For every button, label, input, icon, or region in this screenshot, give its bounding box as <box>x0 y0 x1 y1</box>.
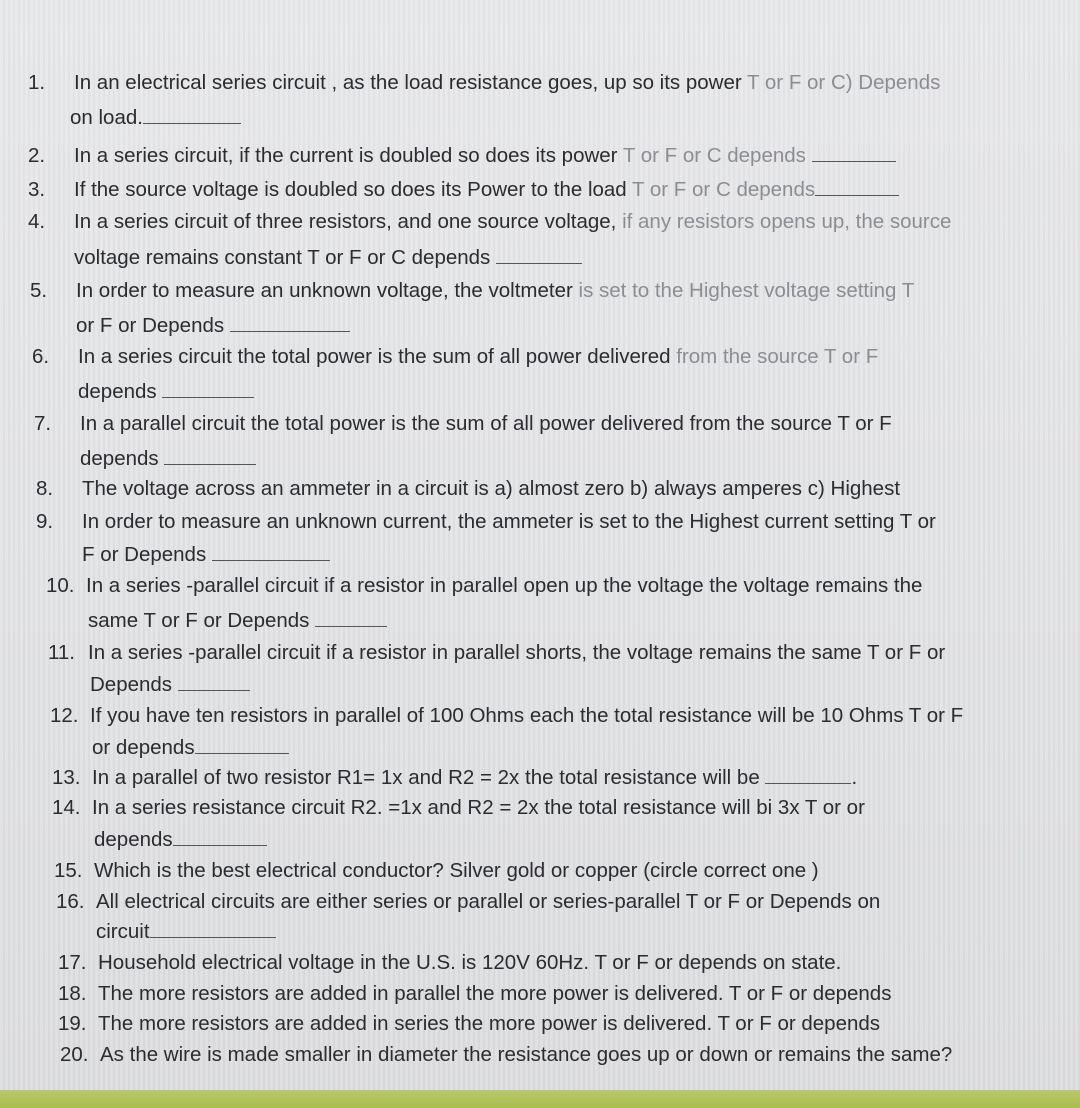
question-text: As the wire is made smaller in diameter the resistance goes up or down or remains the same? <box>100 1043 953 1066</box>
question-text: In a series resistance circuit R2. =1x and R2 = 2x the total resistance will bi 3x T or or <box>92 796 865 819</box>
question-options: T or F or C depends <box>622 144 806 167</box>
question-18 <box>58 977 891 1010</box>
question-text: In a series circuit, if the current is doubled so does its power <box>74 144 623 167</box>
answer-blank[interactable] <box>150 919 276 938</box>
question-number: 18. <box>58 982 87 1005</box>
question-text: In a parallel of two resistor R1= 1x and R2 = 2x the total resistance will be <box>92 766 766 789</box>
question-number: 1. <box>28 71 46 94</box>
question-6-continued <box>78 375 254 408</box>
question-text: In order to measure an unknown voltage, the voltmeter <box>76 279 579 302</box>
question-text: The more resistors are added in series the more power is delivered. T or F or depends <box>98 1012 881 1035</box>
question-19 <box>58 1007 880 1040</box>
question-7-continued <box>80 442 256 475</box>
question-number: 3. <box>28 178 46 201</box>
question-text: or depends <box>92 736 195 759</box>
question-number: 19. <box>58 1012 87 1035</box>
bottom-edge-strip <box>0 1090 1080 1108</box>
question-number: 8. <box>36 477 54 500</box>
question-13 <box>52 761 857 794</box>
question-number: 16. <box>56 890 85 913</box>
question-10 <box>46 569 922 602</box>
answer-blank[interactable] <box>173 827 267 846</box>
question-text: In a series circuit the total power is the sum of all power delivered <box>78 345 677 368</box>
question-text: depends <box>94 828 173 851</box>
question-number: 14. <box>52 796 81 819</box>
answer-blank[interactable] <box>162 379 254 398</box>
question-text: same T or F or Depends <box>88 609 310 632</box>
question-text: In an electrical series circuit , as the load resistance goes, up so its power <box>74 71 748 94</box>
question-4 <box>28 205 951 238</box>
question-16-continued <box>96 915 276 948</box>
question-1 <box>28 66 940 99</box>
question-text: Which is the best electrical conductor? Silver gold or copper (circle correct one ) <box>94 859 819 882</box>
answer-blank[interactable] <box>315 608 387 627</box>
question-text: In a series -parallel circuit if a resistor in parallel shorts, the voltage remains the same T or F or <box>88 641 946 664</box>
question-20 <box>60 1038 952 1071</box>
question-12-continued <box>92 731 289 764</box>
question-options: T or F or C depends <box>632 178 816 201</box>
question-text: Household electrical voltage in the U.S. is 120V 60Hz. T or F or depends on state. <box>98 951 842 974</box>
question-number: 5. <box>30 279 48 302</box>
answer-blank[interactable] <box>765 765 851 784</box>
question-text: depends <box>80 447 159 470</box>
question-number: 20. <box>60 1043 89 1066</box>
question-text: or F or Depends <box>76 314 225 337</box>
question-8 <box>36 472 900 505</box>
question-3 <box>28 173 899 206</box>
answer-blank[interactable] <box>178 672 250 691</box>
question-text: If you have ten resistors in parallel of 100 Ohms each the total resistance will be 10 Ohms T or F <box>90 704 964 727</box>
question-options: from the source T or F <box>676 345 879 368</box>
question-14-continued <box>94 823 267 856</box>
answer-blank[interactable] <box>143 105 241 124</box>
question-text: In a series -parallel circuit if a resistor in parallel open up the voltage the voltage remains the <box>86 574 923 597</box>
question-text: voltage remains constant T or F or C depends <box>74 246 491 269</box>
question-5 <box>30 274 914 307</box>
answer-blank[interactable] <box>815 177 899 196</box>
question-14 <box>52 791 865 824</box>
question-9 <box>36 505 936 538</box>
question-text: In a series circuit of three resistors, and one source voltage, <box>74 210 623 233</box>
answer-blank[interactable] <box>164 446 256 465</box>
answer-blank[interactable] <box>195 735 289 754</box>
question-1-continued <box>70 101 241 134</box>
question-text: circuit <box>96 920 150 943</box>
answer-blank[interactable] <box>212 542 330 561</box>
question-9-continued <box>82 538 330 571</box>
question-number: 13. <box>52 766 81 789</box>
question-text: If the source voltage is doubled so does its Power to the load <box>74 178 633 201</box>
question-12 <box>50 699 963 732</box>
question-17 <box>58 946 841 979</box>
question-options: T or F or C) Depends <box>747 71 941 94</box>
answer-blank[interactable] <box>812 143 896 162</box>
question-number: 10. <box>46 574 75 597</box>
question-text: The voltage across an ammeter in a circuit is a) almost zero b) always amperes c) Highest <box>82 477 901 500</box>
question-text: on load. <box>70 106 143 129</box>
question-number: 7. <box>34 412 52 435</box>
question-text: The more resistors are added in parallel the more power is delivered. T or F or depends <box>98 982 892 1005</box>
question-text: In order to measure an unknown current, the ammeter is set to the Highest current setting T or <box>82 510 936 533</box>
question-number: 15. <box>54 859 83 882</box>
question-number: 12. <box>50 704 79 727</box>
question-7 <box>34 407 892 440</box>
question-5-continued <box>76 309 350 342</box>
question-text: Depends <box>90 673 173 696</box>
question-text: All electrical circuits are either series or parallel or series-parallel T or F or Depends on <box>96 890 881 913</box>
question-text: F or Depends <box>82 543 207 566</box>
question-15 <box>54 854 819 887</box>
question-number: 11. <box>48 641 75 664</box>
question-4-continued <box>74 241 582 274</box>
answer-blank[interactable] <box>496 245 582 264</box>
question-options: if any resistors opens up, the source <box>622 210 952 233</box>
question-2 <box>28 139 896 172</box>
question-11 <box>48 636 945 669</box>
question-10-continued <box>88 604 387 637</box>
question-6 <box>32 340 878 373</box>
question-options: is set to the Highest voltage setting T <box>578 279 915 302</box>
answer-blank[interactable] <box>230 313 350 332</box>
question-text: depends <box>78 380 157 403</box>
question-number: 9. <box>36 510 54 533</box>
question-16 <box>56 885 880 918</box>
question-11-continued <box>90 668 250 701</box>
question-number: 6. <box>32 345 50 368</box>
question-text: . <box>851 766 858 789</box>
question-text: In a parallel circuit the total power is the sum of all power delivered from the source T or F <box>80 412 892 435</box>
question-number: 4. <box>28 210 46 233</box>
question-number: 2. <box>28 144 46 167</box>
question-number: 17. <box>58 951 87 974</box>
